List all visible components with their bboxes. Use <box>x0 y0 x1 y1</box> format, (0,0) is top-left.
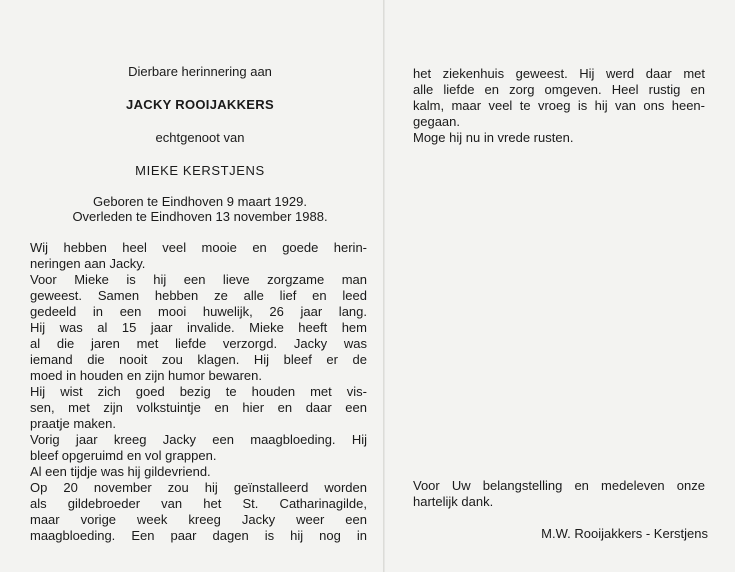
body-line: het ziekenhuis geweest. Hij werd daar met <box>413 66 705 81</box>
card-fold <box>383 0 385 572</box>
spouse-label: echtgenoot van <box>155 130 245 145</box>
body-line: al die jaren met liefde verzorgd. Jacky was <box>30 336 367 351</box>
body-line: Wij hebben heel veel mooie en goede herin- <box>30 240 367 255</box>
body-line: praatje maken. <box>30 416 116 431</box>
signature: M.W. Rooijakkers - Kerstjens <box>541 526 708 541</box>
body-line: maagbloeding. Een paar dagen is hij nog in <box>30 528 367 543</box>
body-line: Moge hij nu in vrede rusten. <box>413 130 574 145</box>
deceased-name: JACKY ROOIJAKKERS <box>126 97 274 112</box>
body-line: iemand die nooit zou klagen. Hij bleef er de <box>30 352 367 367</box>
body-line: Op 20 november zou hij geïnstalleerd worden <box>30 480 367 495</box>
body-line: geweest. Samen hebben ze alle lief en leed <box>30 288 367 303</box>
body-line: bleef opgeruimd en vol grappen. <box>30 448 217 463</box>
body-line: gegaan. <box>413 114 460 129</box>
body-line: Hij wist zich goed bezig te houden met vis- <box>30 384 367 399</box>
body-line: kalm, maar veel te vroeg is hij van ons heen- <box>413 98 705 113</box>
birth-line: Geboren te Eindhoven 9 maart 1929. <box>93 194 307 209</box>
heading: Dierbare herinnering aan <box>128 64 272 79</box>
spouse-name: MIEKE KERSTJENS <box>135 163 265 178</box>
body-line: Hij was al 15 jaar invalide. Mieke heeft hem <box>30 320 367 335</box>
body-line: als gildebroeder van het St. Catharinagilde, <box>30 496 367 511</box>
body-line: Al een tijdje was hij gildevriend. <box>30 464 211 479</box>
body-line: alle liefde en zorg omgeven. Heel rustig en <box>413 82 705 97</box>
body-line: moed in houden en zijn humor bewaren. <box>30 368 262 383</box>
body-line: Voor Mieke is hij een lieve zorgzame man <box>30 272 367 287</box>
body-line: Vorig jaar kreeg Jacky een maagbloeding. Hij <box>30 432 367 447</box>
death-line: Overleden te Eindhoven 13 november 1988. <box>72 209 328 224</box>
body-line: maar vorige week kreeg Jacky weer een <box>30 512 367 527</box>
thanks-line: Voor Uw belangstelling en medeleven onze <box>413 478 705 493</box>
body-line: sen, met zijn volkstuintje en hier en daar een <box>30 400 367 415</box>
body-line: gedeeld in een mooi huwelijk, 26 jaar lang. <box>30 304 367 319</box>
thanks-line: hartelijk dank. <box>413 494 494 509</box>
body-line: neringen aan Jacky. <box>30 256 146 271</box>
